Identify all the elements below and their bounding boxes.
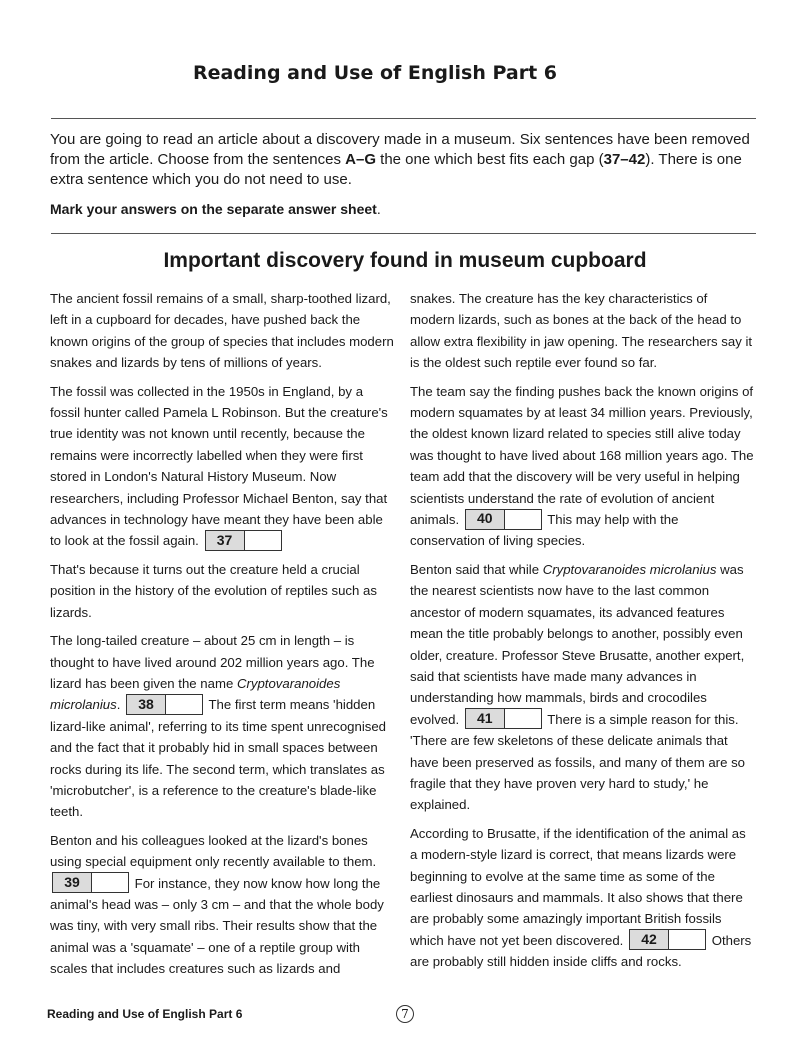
gap-42-box[interactable]: 42: [629, 929, 706, 950]
instructions: [50, 130, 750, 219]
article-column-left: [50, 288, 394, 987]
instructions-text: You are going to read an article about a discovery made in a museum. Six sentences have been removed from the article. Choose from the sentences A–G the one which best fits each gap (37–42). There is one extra sentence which you do not need to use.: [50, 131, 750, 188]
gap-38-box[interactable]: 38: [126, 694, 203, 715]
gap-40-box[interactable]: 40: [465, 509, 542, 530]
top-divider: [51, 118, 756, 119]
page-title: Reading and Use of English Part 6: [192, 62, 558, 84]
mark-answers-instruction: Mark your answers on the separate answer sheet.: [50, 201, 381, 217]
paragraph-6: The team say the finding pushes back the known origins of modern squamates by at least 34 million years. Previously, the oldest known lizard related to species still alive today was thought to have lived about 168 million years ago. The team add that the discovery will be very useful in helping scientists understand the rate of evolution of ancient animals. 40 This may help with the conservation of living species.: [410, 383, 754, 549]
gap-37-box[interactable]: 37: [205, 530, 282, 551]
paragraph-4: The long-tailed creature – about 25 cm in length – is thought to have lived around 202 million years ago. The lizard has been given the name Cryptovaranoides microlanius. 38 The first term means 'hidden lizard-like animal', referring to its time spent unrecognised and the fact that it probably hid in small spaces between rocks during its life. The second term, which translates as 'microbutcher', is a reference to the creature's blade-like teeth.: [50, 633, 387, 820]
paragraph-3: That's because it turns out the creature held a crucial position in the history of the evolution of reptiles such as lizards.: [50, 561, 377, 620]
article-column-right: [410, 288, 755, 980]
paragraph-5-continued: snakes. The creature has the key characteristics of modern lizards, such as bones at the back of the head to allow extra flexibility in jaw opening. The researchers say it is the oldest such reptile ever found so far.: [410, 291, 753, 371]
paragraph-2: The fossil was collected in the 1950s in England, by a fossil hunter called Pamela L Robinson. But the creature's true identity was not known until recently, because the remains were incorrectly labelled when they were first stored in London's Natural History Museum. Now researchers, including Professor Michael Benton, say that advances in technology have meant they have been able to look at the fossil again. 37: [50, 381, 394, 552]
article-title: Important discovery found in museum cupboard: [163, 249, 647, 272]
paragraph-1: The ancient fossil remains of a small, sharp-toothed lizard, left in a cupboard for decades, have pushed back the known origins of the group of species that includes modern snakes and lizards by tens of millions of years.: [50, 291, 394, 371]
paragraph-8: According to Brusatte, if the identification of the animal as a modern-style lizard is correct, that means lizards were beginning to evolve at the same time as some of the earliest dinosaurs and mammals. It also shows that there are probably some amazingly important British fossils which have not yet been discovered. 42 Others are probably still hidden inside cliffs and rocks.: [410, 825, 752, 970]
gap-39-box[interactable]: 39: [52, 872, 129, 893]
gap-41-box[interactable]: 41: [465, 708, 542, 729]
paragraph-7: Benton said that while Cryptovaranoides microlanius was the nearest scientists now have to the last common ancestor of modern squamates, its advanced features mean the title probably belongs to another, possibly even older, creature. Professor Steve Brusatte, another expert, said that scientists have made many advances in understanding how mammals, birds and crocodiles evolved. 41 There is a simple reason for this. 'There are few skeletons of these delicate animals that have been preserved as fossils, and many of them are so fragile that they have proven very hard to study,' he explained.: [410, 561, 745, 813]
bottom-divider: [51, 233, 756, 234]
paragraph-5: Benton and his colleagues looked at the lizard's bones using special equipment only recently available to them. 39 For instance, they now know how long the animal's head was – only 3 cm – and that the whole body was tiny, with very small ribs. Their results show that the animal was a 'squamate' – one of a reptile group with scales that includes creatures such as lizards and: [50, 832, 384, 977]
footer-label: Reading and Use of English Part 6: [47, 1007, 243, 1021]
page-number: 7: [396, 1005, 414, 1023]
